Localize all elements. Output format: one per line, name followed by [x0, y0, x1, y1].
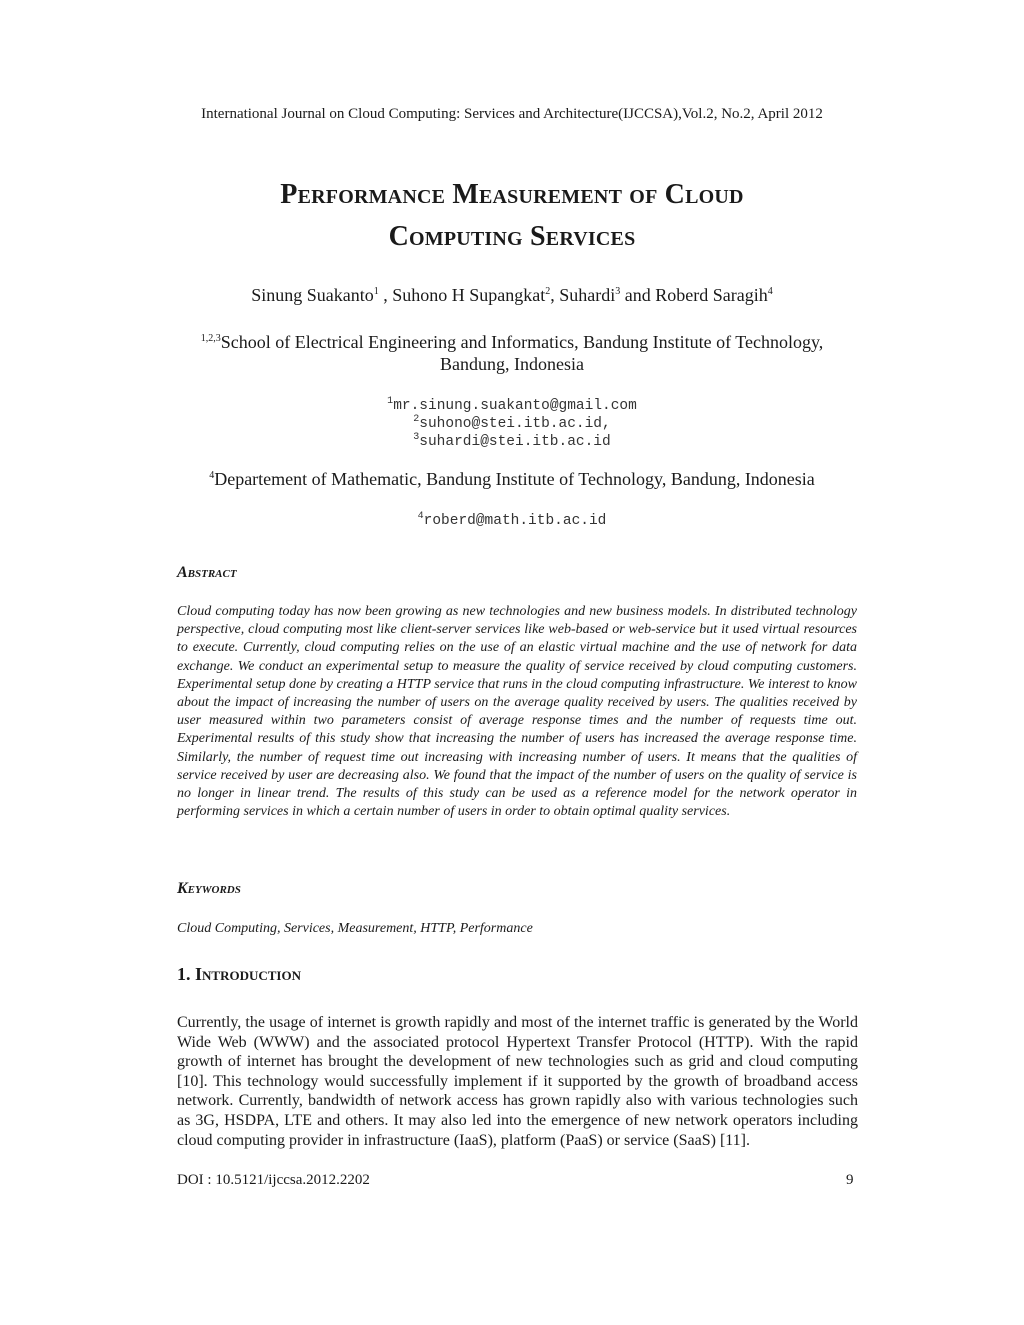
- email-4: $^4$roberd@math.itb.ac.id: [417, 511, 607, 529]
- affiliation-2-text: Departement of Mathematic, Bandung Institute of Technology, Bandung, Indonesia: [214, 469, 815, 489]
- introduction-paragraph: Currently, the usage of internet is growth rapidly and most of the internet traffic is generated by the World Wide Web (WWW) and the associated protocol Hypertext Transfer Protocol (HTTP). With the rapid growth of internet has brought the development of new technologies such as grid and cloud computing [10]. This technology would successfully implement if it supported by the growth of broadband access network. Currently, bandwidth of network access has grown rapidly also with various technologies such as 3G, HSDPA, LTE and others. It may also led into the emergence of new network operators including cloud computing provider in infrastructure (IaaS), platform (PaaS) or service (SaaS) [11].: [177, 1014, 858, 1149]
- paper-title: [0, 174, 1024, 258]
- email-list-1: [0, 397, 1024, 451]
- abstract-heading: Abstract: [177, 564, 237, 581]
- keywords-heading: Keywords: [177, 880, 241, 897]
- journal-header: International Journal on Cloud Computing: Services and Architecture(IJCCSA),Vol.2, No.2, April 2012: [201, 106, 823, 122]
- email-2: $^2$suhono@stei.itb.ac.id,: [413, 414, 611, 432]
- email-1: $^1$mr.sinung.suakanto@gmail.com: [387, 396, 637, 414]
- author-list: [0, 285, 1024, 306]
- affiliation-1-line-2: Bandung, Indonesia: [440, 354, 584, 374]
- author-1-sup: 1: [373, 286, 379, 297]
- section-heading-introduction: [177, 964, 301, 985]
- affiliation-1: [0, 331, 1024, 375]
- author-3: , Suhardi: [550, 285, 616, 305]
- author-1: Sinung Suakanto: [251, 285, 374, 305]
- abstract-body: Cloud computing today has now been growing as new technologies and new business models. In distributed technology perspective, cloud computing most like client-server services like web-based or web-service but it used virtual resources to execute. Currently, cloud computing relies on the use of an elastic virtual machine and the use of network for data exchange. We conduct an experimental setup to measure the quality of service received by cloud computing customers. Experimental setup done by creating a HTTP service that runs in the cloud computing infrastructure. We interest to know about the impact of increasing the number of users on the average quality received by users. The qualities received by user measured within two parameters consist of average response times and the number of requests time out. Experimental results of this study show that increasing the number of users has increased the average response time. Similarly, the number of request time out increasing with increasing number of users. It means that the qualities of service received by user are decreasing also. We found that the impact of the number of users on the quality of service is no longer in linear trend. The results of this study can be used as a reference model for the network operator in performing services in which a certain number of users in order to obtain optimal quality services.: [177, 604, 857, 820]
- affiliation-2: [0, 468, 1024, 490]
- affiliation-1-line-1: School of Electrical Engineering and Informatics, Bandung Institute of Technology,: [220, 332, 824, 352]
- affiliation-2-sup: 4: [209, 470, 215, 481]
- title-line-2: Computing Services: [388, 221, 636, 252]
- doi-footer: DOI : 10.5121/ijccsa.2012.2202: [177, 1172, 370, 1188]
- title-line-1: Performance Measurement of Cloud: [280, 179, 744, 210]
- affiliation-1-sup: 1,2,3: [200, 333, 221, 344]
- email-3: $^3$suhardi@stei.itb.ac.id: [413, 432, 611, 450]
- keywords-body: Cloud Computing, Services, Measurement, HTTP, Performance: [177, 921, 533, 936]
- author-3-sup: 3: [615, 286, 621, 297]
- section-title: Introduction: [195, 964, 301, 984]
- author-4: and Roberd Saragih: [620, 285, 768, 305]
- author-4-sup: 4: [767, 286, 773, 297]
- author-2-sup: 2: [545, 286, 551, 297]
- author-2: , Suhono H Supangkat: [378, 285, 546, 305]
- section-number: 1.: [177, 964, 195, 984]
- page-number: 9: [846, 1172, 854, 1188]
